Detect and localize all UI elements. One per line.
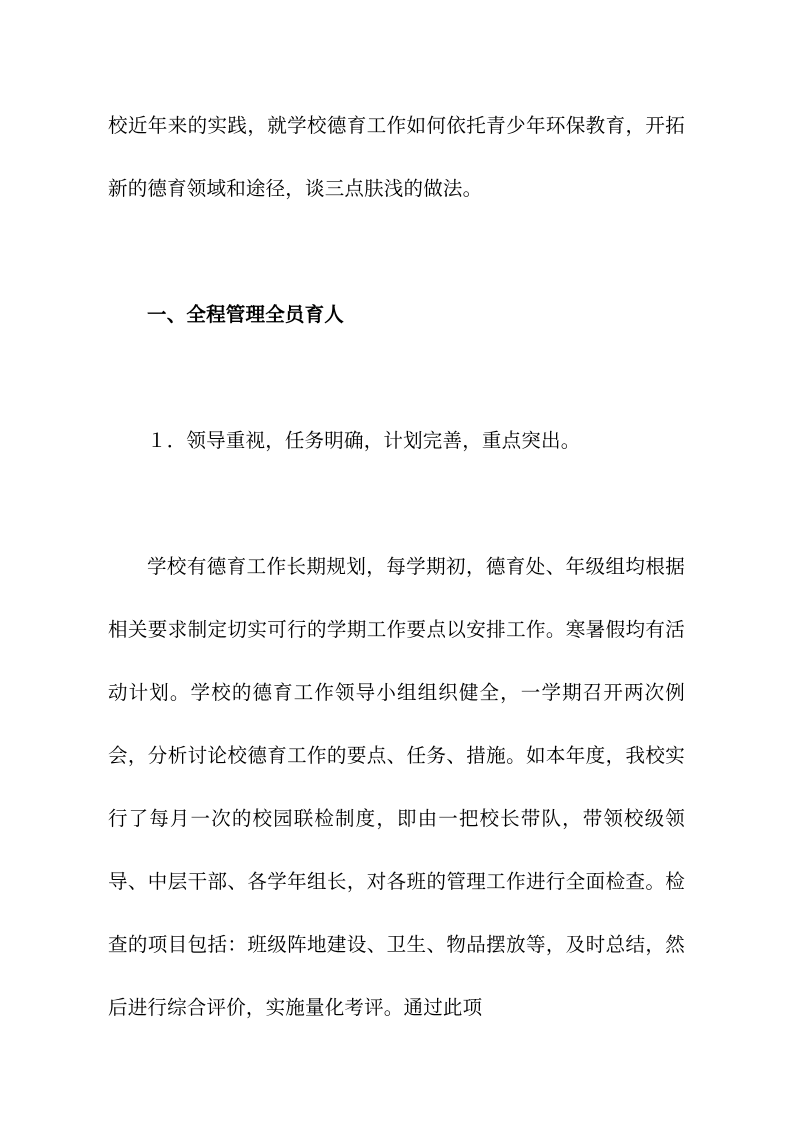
document-body xyxy=(108,95,685,1040)
paragraph-spacer xyxy=(108,347,685,410)
paragraph-body-1: 学校有德育工作长期规划，每学期初，德育处、年级组均根据相关要求制定切实可行的学期工作要点以安排工作。寒暑假均有活动计划。学校的德育工作领导小组组织健全，一学期召开两次例会，分析讨论校德育工作的要点、任务、措施。如本年度，我校实行了每月一次的校园联检制度，即由一把校长带队，带领校级领导、中层干部、各学年组长，对各班的管理工作进行全面检查。检查的项目包括：班级阵地建设、卫生、物品摆放等，及时总结，然后进行综合评价，实施量化考评。通过此项 xyxy=(108,556,685,1019)
paragraph-spacer xyxy=(108,221,685,284)
paragraph-continued: 校近年来的实践，就学校德育工作如何依托青少年环保教育，开拓新的德育领域和途径，谈三点肤浅的做法。 xyxy=(108,115,685,200)
section-heading-1: 一、全程管理全员育人 xyxy=(147,304,345,326)
paragraph-spacer xyxy=(108,473,685,536)
subheading-1-1: １．领导重视，任务明确，计划完善，重点突出。 xyxy=(147,430,581,452)
